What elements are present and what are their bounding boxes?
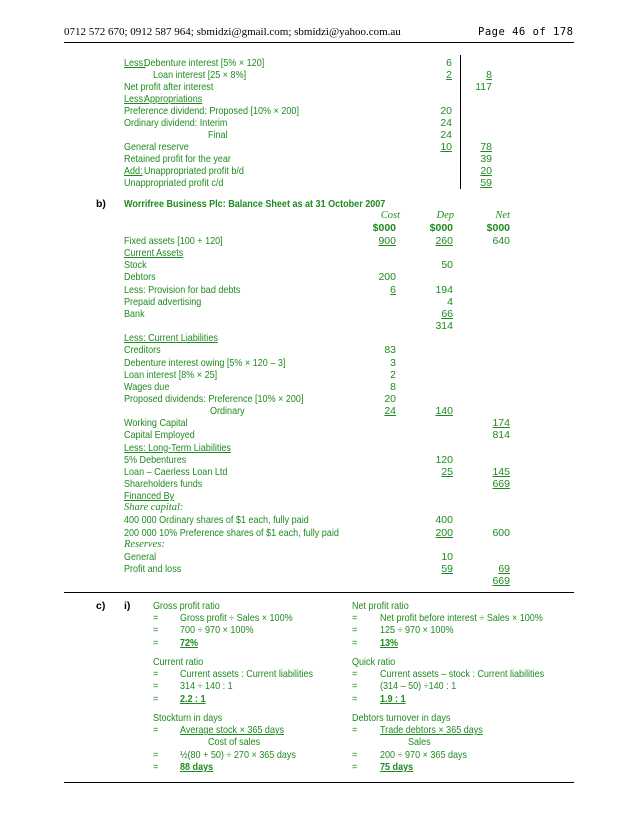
pl-row-text: General reserve [124, 141, 189, 153]
balance-sheet-value-c3: 174 [492, 417, 510, 430]
balance-sheet-value-c1: 20 [384, 392, 396, 405]
page-number: Page 46 of 178 [478, 26, 574, 38]
balance-sheet-row-label: Ordinary [210, 405, 245, 418]
ratio-result: 75 days [380, 760, 414, 773]
balance-sheet-row-label: Fixed assets [100 + 120] [124, 235, 223, 247]
balance-sheet-value-c1: 83 [384, 344, 396, 357]
balance-sheet-row-label: Capital Employed [124, 429, 195, 442]
balance-sheet-value-c3: 669 [492, 478, 510, 490]
section-divider [64, 592, 574, 593]
ratio-line: 200 ÷ 970 × 365 days [380, 748, 468, 761]
col-unit-cost: $000 [372, 222, 396, 234]
pl-row-text: Unappropriated profit c/d [124, 177, 224, 189]
balance-sheet-value-c3: 145 [492, 465, 510, 478]
balance-sheet-value-c1: 24 [384, 405, 396, 418]
ratio-title: Debtors turnover in days [352, 712, 451, 724]
pl-row-c2: 39 [480, 153, 492, 165]
header-rule [64, 42, 574, 43]
footer-rule [64, 782, 574, 783]
equals-sign: = [352, 680, 358, 693]
ratio-line: Average stock × 365 days [180, 724, 285, 737]
equals-sign: = [352, 636, 358, 649]
pl-row-c2: 8 [486, 69, 492, 81]
col-unit-dep: $000 [429, 222, 453, 234]
ratio-line: 314 ÷ 140 : 1 [180, 680, 233, 693]
ratio-result: 88 days [180, 760, 214, 773]
balance-sheet-value-c2: 25 [441, 465, 453, 478]
balance-sheet-value-c1: 200 [378, 271, 396, 284]
balance-sheet-row-label: Proposed dividends: Preference [10% × 200] [124, 392, 304, 405]
balance-sheet-value-c3: 669 [492, 575, 510, 588]
balance-sheet-value-c3: 69 [498, 563, 510, 576]
pl-row-text: Final [208, 129, 228, 141]
pl-row-text: Debenture interest [5% × 120] [144, 57, 265, 69]
equals-sign: = [352, 612, 358, 625]
balance-sheet-value-c2: 10 [441, 550, 453, 563]
pl-row-c2: 59 [480, 177, 492, 189]
balance-sheet-value-c1: 900 [378, 235, 396, 247]
col-head-cost: Cost [380, 210, 400, 221]
balance-sheet-row-label: Current Assets [124, 247, 184, 260]
balance-sheet-row-label: Less: Long-Term Liabilities [124, 441, 231, 454]
pl-row-c2: 117 [475, 81, 492, 93]
balance-sheet-row-label: Less: Provision for bad debts [124, 283, 241, 296]
pl-label-less: Less: [124, 57, 146, 69]
pl-row-text: Retained profit for the year [124, 153, 231, 165]
ratio-result: 2.2 : 1 [180, 692, 206, 705]
balance-sheet-value-c3: 814 [492, 429, 510, 442]
ratio-result: 1.9 : 1 [380, 692, 406, 705]
pl-row-text: Appropriations [144, 93, 203, 105]
section-c-letter: c) [96, 600, 106, 612]
balance-sheet-row-label: Wages due [124, 380, 170, 393]
balance-sheet-row-label: Profit and loss [124, 563, 182, 576]
equals-sign: = [153, 692, 159, 705]
equals-sign: = [153, 748, 159, 761]
equals-sign: = [352, 692, 358, 705]
balance-sheet-row-label: 5% Debentures [124, 453, 187, 466]
ratio-title: Stockturn in days [153, 712, 223, 724]
balance-sheet-value-c2: 260 [435, 235, 453, 247]
balance-sheet-row-label: Loan interest [8% × 25] [124, 368, 218, 381]
pl-label-add: Add: [124, 165, 143, 177]
balance-sheet-value-c2: 400 [435, 514, 453, 527]
balance-sheet-row-label: Share capital: [124, 502, 184, 514]
pl-row-c1: 20 [440, 105, 452, 117]
balance-sheet-value-c2: 314 [435, 320, 453, 333]
col-unit-net: $000 [486, 222, 510, 234]
header-contact: 0712 572 670; 0912 587 964; sbmidzi@gmail.com; sbmidzi@yahoo.com.au [64, 26, 401, 38]
pl-row-c1: 6 [446, 57, 452, 69]
balance-sheet-title: Worrifree Business Plc: Balance Sheet as at 31 October 2007 [124, 198, 386, 210]
balance-sheet-value-c2: 200 [435, 526, 453, 539]
balance-sheet-row-label: 400 000 Ordinary shares of $1 each, fully paid [124, 514, 309, 527]
balance-sheet-value-c2: 194 [435, 283, 453, 296]
ratio-line: Cost of sales [208, 736, 261, 749]
ratio-title: Net profit ratio [352, 600, 409, 612]
ratio-line: Current assets – stock : Current liabilities [380, 668, 545, 681]
balance-sheet-row-label: Creditors [124, 344, 161, 357]
balance-sheet-row-label: Shareholders funds [124, 478, 203, 490]
pl-row-text: Preference dividend: Proposed [10% × 200] [124, 105, 299, 117]
pl-row-c1: 24 [440, 129, 452, 141]
pl-row-text: Ordinary dividend: Interim [124, 117, 228, 129]
pl-row-c2: 20 [480, 165, 492, 177]
ratio-line: Current assets : Current liabilities [180, 668, 313, 681]
balance-sheet-value-c2: 140 [435, 405, 453, 418]
section-b-letter: b) [96, 198, 106, 210]
balance-sheet-value-c3: 640 [492, 235, 510, 247]
balance-sheet-row-label: Reserves: [124, 538, 165, 550]
balance-sheet-row-label: Bank [124, 307, 145, 320]
balance-sheet-row-label: Working Capital [124, 417, 188, 430]
balance-sheet-row-label: Less: Current Liabilities [124, 332, 218, 345]
balance-sheet-value-c2: 4 [447, 295, 453, 308]
col-head-dep: Dep [436, 210, 454, 221]
balance-sheet-value-c1: 3 [390, 356, 396, 369]
balance-sheet-value-c1: 8 [390, 380, 396, 393]
balance-sheet-value-c1: 6 [390, 283, 396, 296]
equals-sign: = [153, 612, 159, 625]
equals-sign: = [153, 724, 159, 737]
equals-sign: = [153, 680, 159, 693]
balance-sheet-row-label: 200 000 10% Preference shares of $1 each, fully paid [124, 526, 339, 539]
ratio-title: Quick ratio [352, 656, 396, 668]
balance-sheet-row-label: Debtors [124, 271, 156, 284]
ratio-line: Net profit before interest ÷ Sales × 100% [380, 612, 543, 625]
ratio-line: ½(80 + 50) ÷ 270 × 365 days [180, 748, 296, 761]
equals-sign: = [352, 760, 358, 773]
col-head-net: Net [495, 210, 510, 221]
ratio-result: 72% [180, 636, 199, 649]
balance-sheet-value-c1: 2 [390, 368, 396, 381]
equals-sign: = [153, 636, 159, 649]
balance-sheet-value-c2: 50 [441, 259, 453, 272]
pl-column-rule [460, 55, 461, 189]
equals-sign: = [352, 748, 358, 761]
equals-sign: = [352, 724, 358, 737]
pl-row-text: Loan interest [25 × 8%] [153, 69, 247, 81]
ratio-line: 700 ÷ 970 × 100% [180, 624, 254, 637]
pl-row-c1: 10 [440, 141, 452, 153]
ratio-title: Current ratio [153, 656, 204, 668]
section-c-sub: i) [124, 600, 131, 612]
balance-sheet-row-label: Prepaid advertising [124, 295, 202, 308]
balance-sheet-value-c2: 59 [441, 563, 453, 576]
pl-row-text: Unappropriated profit b/d [144, 165, 244, 177]
pl-label-less: Less: [124, 93, 146, 105]
pl-row-c1: 2 [446, 69, 452, 81]
balance-sheet-row-label: Financed By [124, 490, 175, 503]
ratio-result: 13% [380, 636, 399, 649]
balance-sheet-row-label: General [124, 550, 157, 563]
balance-sheet-row-label: Stock [124, 259, 147, 272]
equals-sign: = [352, 668, 358, 681]
ratio-line: Sales [408, 736, 431, 749]
pl-row-c2: 78 [480, 141, 492, 153]
balance-sheet-value-c3: 600 [492, 526, 510, 539]
ratio-line: Gross profit ÷ Sales × 100% [180, 612, 293, 625]
ratio-line: Trade debtors × 365 days [380, 724, 483, 737]
ratio-line: (314 – 50) ÷140 : 1 [380, 680, 457, 693]
ratio-title: Gross profit ratio [153, 600, 220, 612]
balance-sheet-value-c2: 120 [435, 453, 453, 466]
pl-row-text: Net profit after interest [124, 81, 214, 93]
equals-sign: = [153, 760, 159, 773]
balance-sheet-row-label: Debenture interest owing [5% × 120 – 3] [124, 356, 286, 369]
equals-sign: = [153, 668, 159, 681]
ratio-line: 125 ÷ 970 × 100% [380, 624, 454, 637]
pl-row-c1: 24 [440, 117, 452, 129]
balance-sheet-row-label: Loan – Caerless Loan Ltd [124, 465, 228, 478]
balance-sheet-value-c2: 66 [441, 307, 453, 320]
equals-sign: = [153, 624, 159, 637]
equals-sign: = [352, 624, 358, 637]
